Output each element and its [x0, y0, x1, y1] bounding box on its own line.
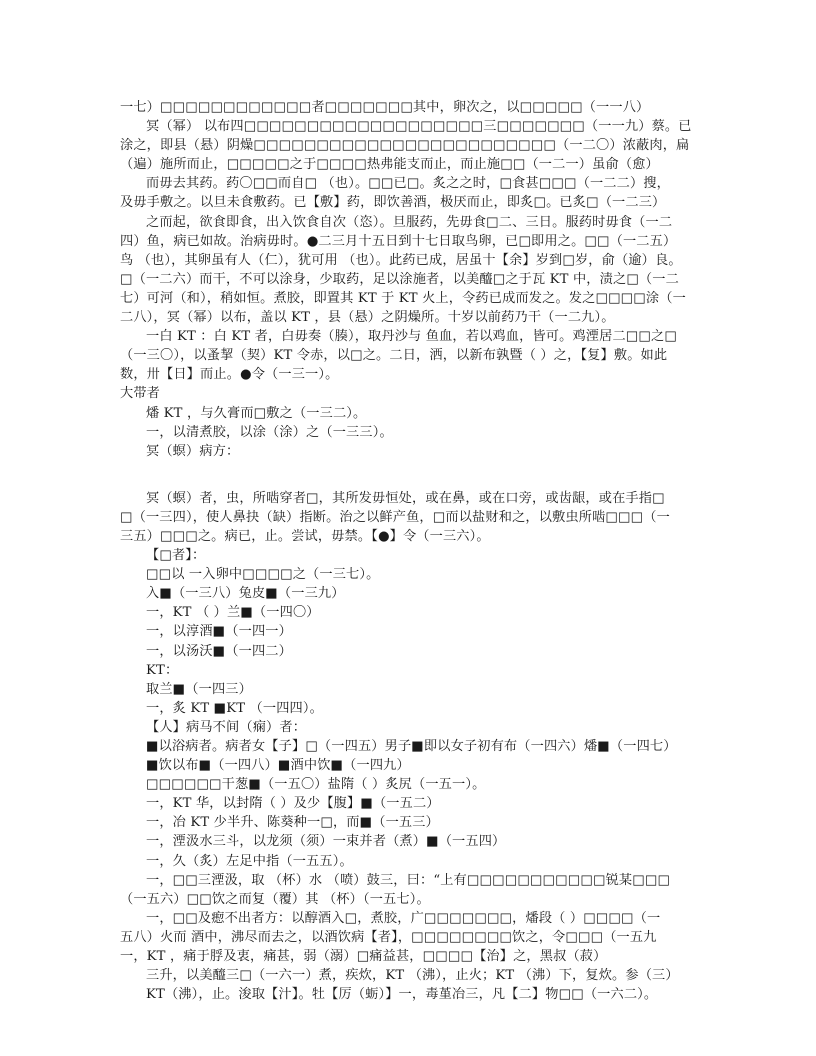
text-line: KT： [146, 662, 179, 678]
text-line: 一，湮汲水三斗，以龙须（须）一束并者（煮）■（一五四） [146, 834, 506, 850]
text-line: 冥（螟）者，虫，所啮穿者□，其所发毋恒处，或在鼻，或在口旁，或齿龈，或在手指□ [146, 490, 665, 506]
text-line: 七）可河（和），稍如恒。煮胶，即置其 KT 于 KT 火上，令药已成而发之。发之□□□□涂（一 [120, 290, 686, 306]
text-line: 三五）□□□之。病已，止。尝试，毋禁。【●】令（一三六）。 [120, 528, 490, 544]
text-line: 一，以汤沃■（一四二） [146, 643, 292, 659]
text-line: 涂之，即县（悬）阴燥□□□□□□□□□□□□□□□□□□□□□□□□（一二〇）浓蔽肉，扁 [120, 138, 690, 154]
text-line: 【人】病马不间（痫）者： [146, 719, 307, 735]
text-line: 取兰■（一四三） [146, 681, 252, 697]
text-line: ■饮以布■（一四八）■酒中饮■（一四九） [146, 758, 410, 774]
text-line: 一，久（炙）左足中指（一五五）。 [146, 853, 353, 869]
text-line: 大带者 [120, 386, 161, 402]
text-line: 冥（幂） 以布四□□□□□□□□□□□□□□□□□□□三□□□□□□□（一一九）蔡。已 [146, 119, 692, 135]
text-line: 鸟 （也），其卵虽有人（仁），犹可用 （也）。此药已成，居虽十【余】岁到□岁，俞（逾）良。 [120, 252, 682, 268]
text-line: 【□者】： [146, 548, 206, 564]
text-line: （遍）施所而止，□□□□□之于□□□□热弗能支而止，而止施□□（一二一）虽俞（愈） [120, 157, 659, 173]
text-line: □（一三四），使人鼻抉（缺）指断。治之以鲜产鱼，□而以盐财和之，以敷虫所啮□□□（一 [120, 509, 670, 525]
text-line: 一，以淳酒■（一四一） [146, 624, 292, 640]
text-line: ■以浴病者。病者女【子】□（一四五）男子■即以女子初有布（一四六）燔■（一四七） [146, 739, 677, 754]
text-line: □□以 一入卵中□□□□之（一三七）。 [146, 567, 380, 583]
text-line: □□□□□□干葱■（一五〇）盐隋（ ）炙尻（一五一）。 [146, 777, 486, 793]
blank-gap [120, 461, 704, 489]
text-line: 一七）□□□□□□□□□□□□者□□□□□□□其中，卵次之，以□□□□□（一一八） [120, 100, 650, 115]
text-line: （一三〇），以蚤挈（契）KT 令赤，以□之。二日，洒，以新布孰暨（ ）之，【复】敷。如此 [120, 348, 668, 364]
text-line: 冥（螟）病方： [146, 443, 240, 459]
text-line: 一，冶 KT 少半升、陈葵种一□，而■（一五三） [146, 815, 439, 831]
text-line: 三升，以美醯三□（一六一）煮，疾炊，KT （沸），止火；KT （沸）下，复炊。参（三） [146, 968, 679, 984]
text-line: （一五六）□□饮之而复（覆）其 （杯）（一五七）。 [120, 891, 430, 907]
text-line: 之而起，欲食即食，出入饮食自次（恣）。旦服药，先毋食□二、三日。服药时毋食（一二 [146, 214, 673, 230]
text-line: 五八）火而 酒中，沸尽而去之，以酒饮病【者】，□□□□□□□□饮之，令□□□（一五九 [120, 929, 657, 945]
text-line: 及毋手敷之。以旦未食敷药。已【敷】药，即饮善酒，极厌而止，即炙□。已炙□（一二三） [120, 195, 666, 211]
text-line: 四）鱼，病已如故。治病毋时。●二三月十五日到十七日取鸟卵，已□即用之。□□（一二五） [120, 233, 677, 249]
text-line: 一，KT （ ）兰■（一四〇） [146, 605, 320, 621]
text-line: 一，□□及瘛不出者方：以醇酒入□，煮胶，广□□□□□□□，燔段（ ）□□□□（一 [146, 910, 661, 926]
text-line: 而毋去其药。药〇□□而自□ （也）。□□已□。炙之之时，□食甚□□□（一二二）搜， [146, 176, 670, 192]
text-line: 一，KT 华，以封隋（ ）及少【腹】■（一五二） [146, 796, 440, 812]
text-line: 一白 KT ：白 KT 者，白毋奏（腠），取丹沙与 鱼血，若以鸡血，皆可。鸡湮居二□□之□ [146, 329, 677, 345]
text-line: 一，以清煮胶，以涂（涂）之（一三三）。 [146, 424, 393, 440]
document-page [120, 98, 704, 1004]
text-line: □（一二六）而干，不可以涂身，少取药，足以涂施者，以美醯□之于瓦 KT 中，渍之□（一二 [120, 271, 679, 287]
text-line: 燔 KT ，与久膏而□敷之（一三二）。 [146, 405, 367, 421]
text-line: KT（沸），止。浚取【汁】。牡【厉（蛎）】一，毒堇冶三，凡【二】物□□（一六二）。 [146, 987, 658, 1003]
text-line: 入■（一三八）兔皮■（一三九） [146, 586, 345, 602]
text-line: 一，炙 KT ■KT （一四四）。 [146, 700, 323, 716]
text-line: 数，卅【日】而止。●令（一三一）。 [120, 367, 339, 383]
text-line: 一，□□三湮汲，取 （杯）水 （喷）鼓三，曰：“上有□□□□□□□□□□□锐某□□□ [146, 872, 671, 888]
text-line: 二八），冥（幂）以布，盖以 KT ，县（悬）之阴燥所。十岁以前药乃干（一二九）。 [120, 310, 615, 326]
text-line: 一，KT ，痛于脬及衷，痛甚，弱（溺）□痛益甚，□□□□【治】之，黑叔（菽） [120, 949, 607, 965]
